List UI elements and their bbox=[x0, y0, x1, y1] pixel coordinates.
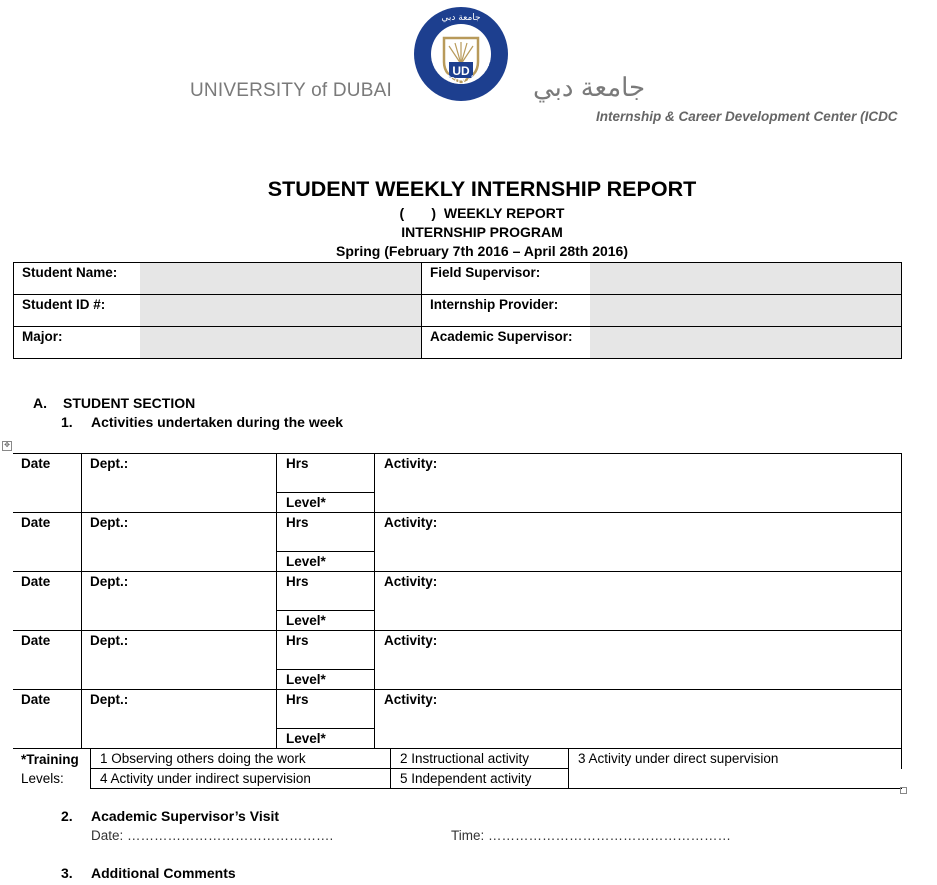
hrs-cell[interactable]: Hrs bbox=[277, 572, 375, 611]
date-cell[interactable]: Date bbox=[13, 631, 82, 690]
visit-time-line[interactable]: Time: ……………………………………………… bbox=[451, 828, 731, 843]
university-logo bbox=[413, 6, 509, 102]
dept-cell[interactable]: Dept.: bbox=[82, 454, 277, 513]
level-cell[interactable]: Level* bbox=[277, 552, 375, 572]
level-2: 2 Instructional activity bbox=[391, 749, 569, 769]
section-a-heading bbox=[33, 395, 195, 411]
activities-title: Activities undertaken during the week bbox=[91, 414, 344, 430]
level-cell[interactable]: Level* bbox=[277, 670, 375, 690]
section-3-heading bbox=[61, 865, 236, 881]
level-1: 1 Observing others doing the work bbox=[91, 749, 391, 769]
hrs-cell[interactable]: Hrs bbox=[277, 690, 375, 729]
hrs-cell[interactable]: Hrs bbox=[277, 631, 375, 670]
level-blank-cell bbox=[569, 769, 902, 789]
student-id-label: Student ID #: bbox=[14, 295, 141, 327]
activity-row bbox=[13, 690, 902, 729]
section-a-title: STUDENT SECTION bbox=[63, 395, 196, 411]
internship-provider-label: Internship Provider: bbox=[422, 295, 591, 327]
activity-row bbox=[13, 513, 902, 552]
activity-row bbox=[13, 454, 902, 493]
academic-supervisor-label: Academic Supervisor: bbox=[422, 327, 591, 359]
hrs-cell[interactable]: Hrs bbox=[277, 454, 375, 493]
report-title: STUDENT WEEKLY INTERNSHIP REPORT bbox=[267, 177, 697, 201]
program-label: INTERNSHIP PROGRAM bbox=[401, 224, 563, 240]
activity-cell[interactable]: Activity: bbox=[375, 690, 902, 749]
training-levels-label bbox=[13, 749, 91, 789]
activity-row bbox=[13, 631, 902, 670]
student-id-field[interactable] bbox=[140, 295, 422, 327]
student-name-field[interactable] bbox=[140, 263, 422, 295]
training-levels-table bbox=[13, 748, 902, 789]
activity-cell[interactable]: Activity: bbox=[375, 631, 902, 690]
date-cell[interactable]: Date bbox=[13, 572, 82, 631]
dept-cell[interactable]: Dept.: bbox=[82, 513, 277, 572]
activity-cell[interactable]: Activity: bbox=[375, 513, 902, 572]
visit-date-line[interactable]: Date: ………………………………………. bbox=[91, 828, 334, 843]
level-cell[interactable]: Level* bbox=[277, 729, 375, 749]
activities-heading bbox=[61, 414, 343, 430]
section-2-title: Academic Supervisor’s Visit bbox=[91, 808, 280, 824]
section-3-title: Additional Comments bbox=[91, 865, 236, 881]
activities-num: 1. bbox=[61, 414, 73, 430]
table-resize-handle[interactable] bbox=[900, 787, 907, 794]
internship-provider-field[interactable] bbox=[590, 295, 902, 327]
level-cell[interactable]: Level* bbox=[277, 493, 375, 513]
date-cell[interactable]: Date bbox=[13, 454, 82, 513]
dept-cell[interactable]: Dept.: bbox=[82, 631, 277, 690]
student-info-table bbox=[13, 262, 902, 359]
weekly-report-label: ( ) WEEKLY REPORT bbox=[399, 205, 565, 221]
university-name-ar: جامعة دبي bbox=[533, 72, 646, 102]
training-levels-line1: *Training bbox=[21, 752, 79, 767]
major-field[interactable] bbox=[140, 327, 422, 359]
section-2-heading bbox=[61, 808, 279, 824]
major-label: Major: bbox=[14, 327, 141, 359]
training-levels-line2: Levels: bbox=[21, 771, 64, 786]
activity-cell[interactable]: Activity: bbox=[375, 572, 902, 631]
level-3: 3 Activity under direct supervision bbox=[569, 749, 902, 769]
logo-initials: UD bbox=[452, 64, 470, 78]
student-name-label: Student Name: bbox=[14, 263, 141, 295]
table-move-handle-icon[interactable]: ✥ bbox=[2, 441, 12, 451]
date-cell[interactable]: Date bbox=[13, 690, 82, 749]
activity-row bbox=[13, 572, 902, 611]
field-supervisor-label: Field Supervisor: bbox=[422, 263, 591, 295]
term-label: Spring (February 7th 2016 – April 28th 2016) bbox=[335, 243, 629, 259]
level-cell[interactable]: Level* bbox=[277, 611, 375, 631]
dept-cell[interactable]: Dept.: bbox=[82, 572, 277, 631]
hrs-cell[interactable]: Hrs bbox=[277, 513, 375, 552]
date-cell[interactable]: Date bbox=[13, 513, 82, 572]
logo-ring-text: UNIVERSITY of DUBAI bbox=[429, 56, 493, 87]
section-3-num: 3. bbox=[61, 865, 73, 881]
field-supervisor-field[interactable] bbox=[590, 263, 902, 295]
section-2-num: 2. bbox=[61, 808, 73, 824]
section-a-letter: A. bbox=[33, 395, 47, 411]
logo-ring-arabic: جامعة دبي bbox=[441, 13, 481, 23]
academic-supervisor-field[interactable] bbox=[590, 327, 902, 359]
activity-table bbox=[13, 453, 902, 749]
university-name-en: UNIVERSITY of DUBAI bbox=[190, 80, 392, 101]
level-5: 5 Independent activity bbox=[391, 769, 569, 789]
level-4: 4 Activity under indirect supervision bbox=[91, 769, 391, 789]
center-name: Internship & Career Development Center (ICDC bbox=[596, 109, 898, 124]
activity-cell[interactable]: Activity: bbox=[375, 454, 902, 513]
dept-cell[interactable]: Dept.: bbox=[82, 690, 277, 749]
